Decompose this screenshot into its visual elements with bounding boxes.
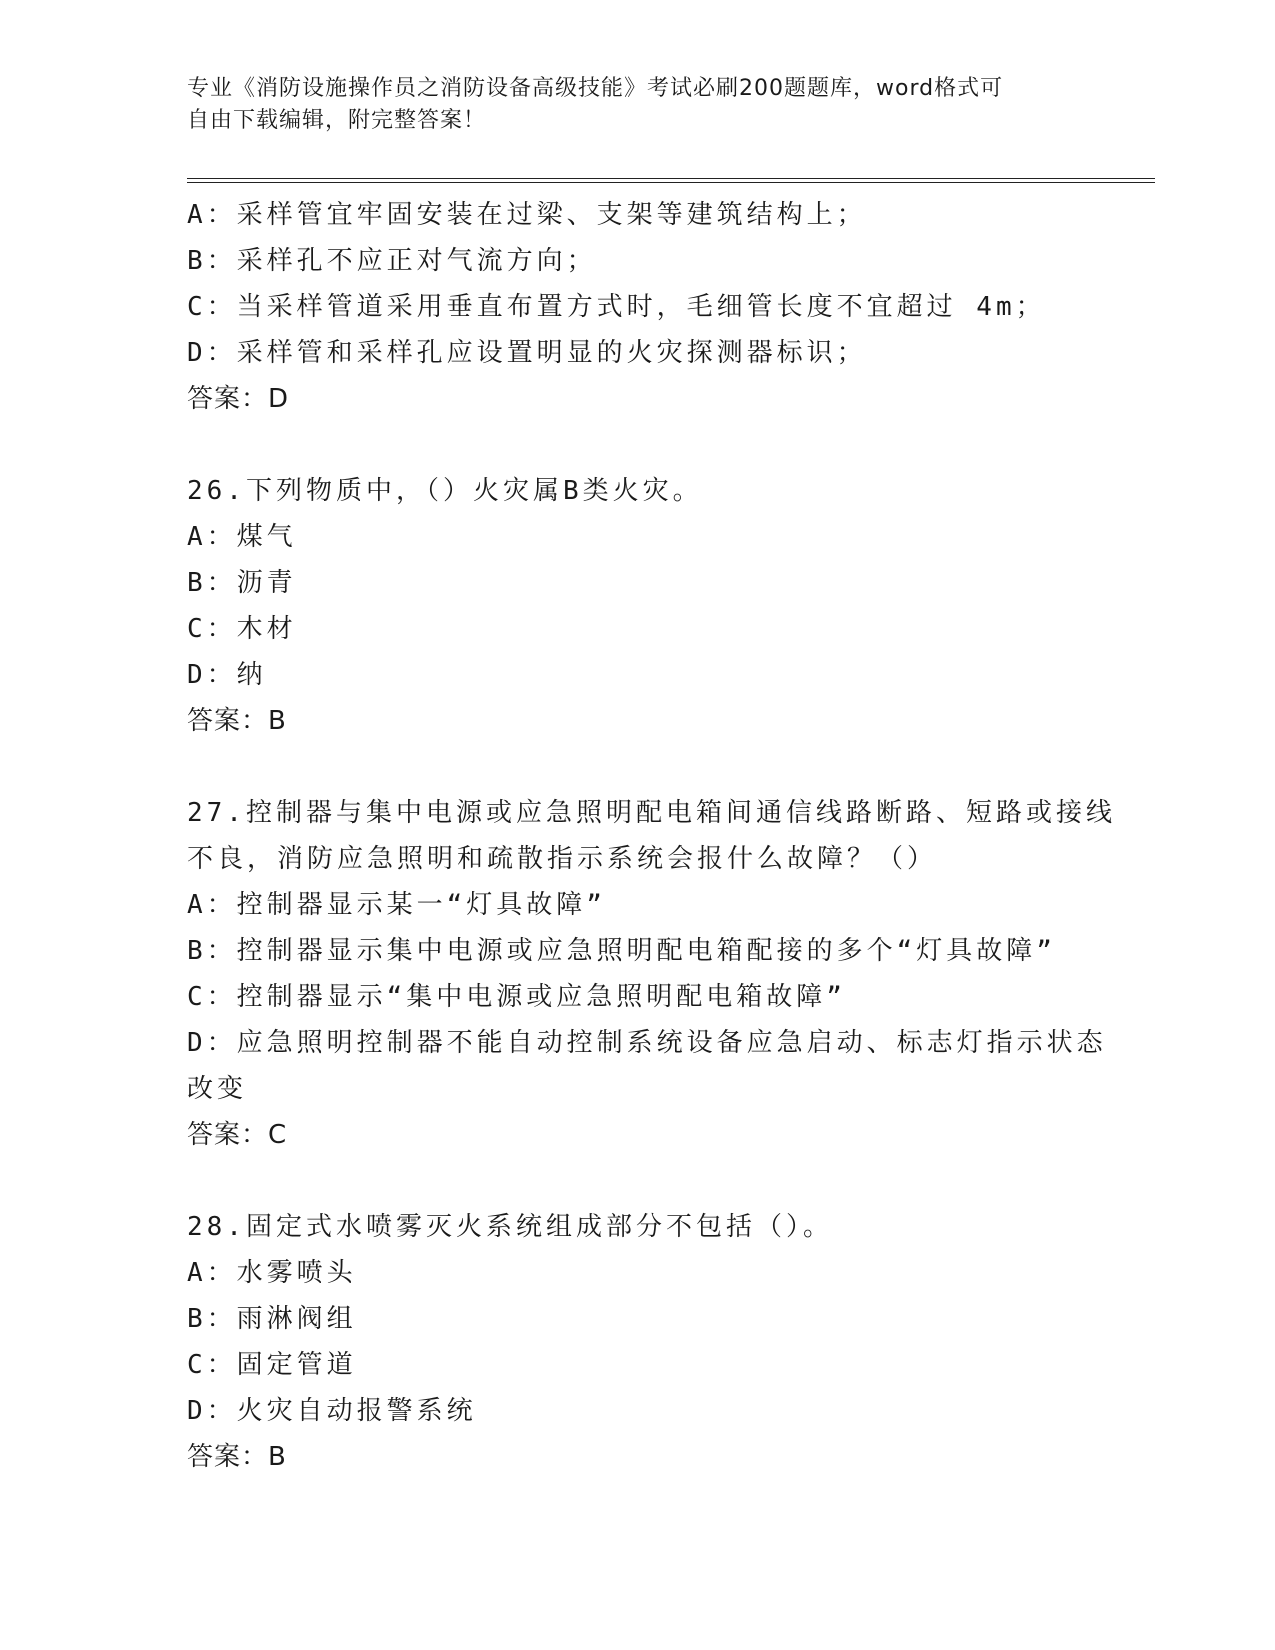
option-a: A：采样管宜牢固安装在过梁、支架等建筑结构上； <box>187 200 867 230</box>
option-b: B：雨淋阀组 <box>187 1304 357 1334</box>
question-list <box>187 192 1116 1480</box>
answer: 答案：D <box>187 384 290 414</box>
option-c: C：控制器显示“集中电源或应急照明配电箱故障” <box>187 982 846 1012</box>
spacer <box>187 422 1087 468</box>
spacer <box>187 1158 1087 1204</box>
question-text-line-1: 27.控制器与集中电源或应急照明配电箱间通信线路断路、短路或接线 <box>187 798 1116 828</box>
option-c: C：当采样管道采用垂直布置方式时，毛细管长度不宜超过 4m； <box>187 292 1046 322</box>
question-26 <box>187 468 1087 744</box>
option-b: B：采样孔不应正对气流方向； <box>187 246 597 276</box>
option-c: C：木材 <box>187 614 297 644</box>
option-d-line-1: D：应急照明控制器不能自动控制系统设备应急启动、标志灯指示状态 <box>187 1028 1107 1058</box>
option-d-line-2: 改变 <box>187 1074 248 1104</box>
question-28 <box>187 1204 1087 1480</box>
header-line-2: 自由下载编辑，附完整答案！ <box>187 108 487 133</box>
option-d: D：火灾自动报警系统 <box>187 1396 477 1426</box>
option-a: A：煤气 <box>187 522 297 552</box>
spacer <box>187 744 1087 790</box>
question-27 <box>187 790 1116 1158</box>
option-d: D：纳 <box>187 660 267 690</box>
option-b: B：沥青 <box>187 568 297 598</box>
option-b: B：控制器显示集中电源或应急照明配电箱配接的多个“灯具故障” <box>187 936 1056 966</box>
answer: 答案：B <box>187 1442 287 1472</box>
option-d: D：采样管和采样孔应设置明显的火灾探测器标识； <box>187 338 867 368</box>
answer: 答案：B <box>187 706 287 736</box>
answer: 答案：C <box>187 1120 288 1150</box>
option-c: C：固定管道 <box>187 1350 357 1380</box>
header-line-1: 专业《消防设施操作员之消防设备高级技能》考试必刷200题题库，word格式可 <box>187 76 1004 101</box>
document-header <box>187 73 1067 137</box>
question-text: 26.下列物质中，（）火灾属B类火灾。 <box>187 476 703 506</box>
header-divider <box>187 178 1155 183</box>
question-text-line-2: 不良，消防应急照明和疏散指示系统会报什么故障？（） <box>187 844 938 874</box>
question-25-remainder <box>187 192 1087 422</box>
question-text: 28.固定式水喷雾灭火系统组成部分不包括（）。 <box>187 1212 833 1242</box>
option-a: A：水雾喷头 <box>187 1258 357 1288</box>
option-a: A：控制器显示某一“灯具故障” <box>187 890 606 920</box>
